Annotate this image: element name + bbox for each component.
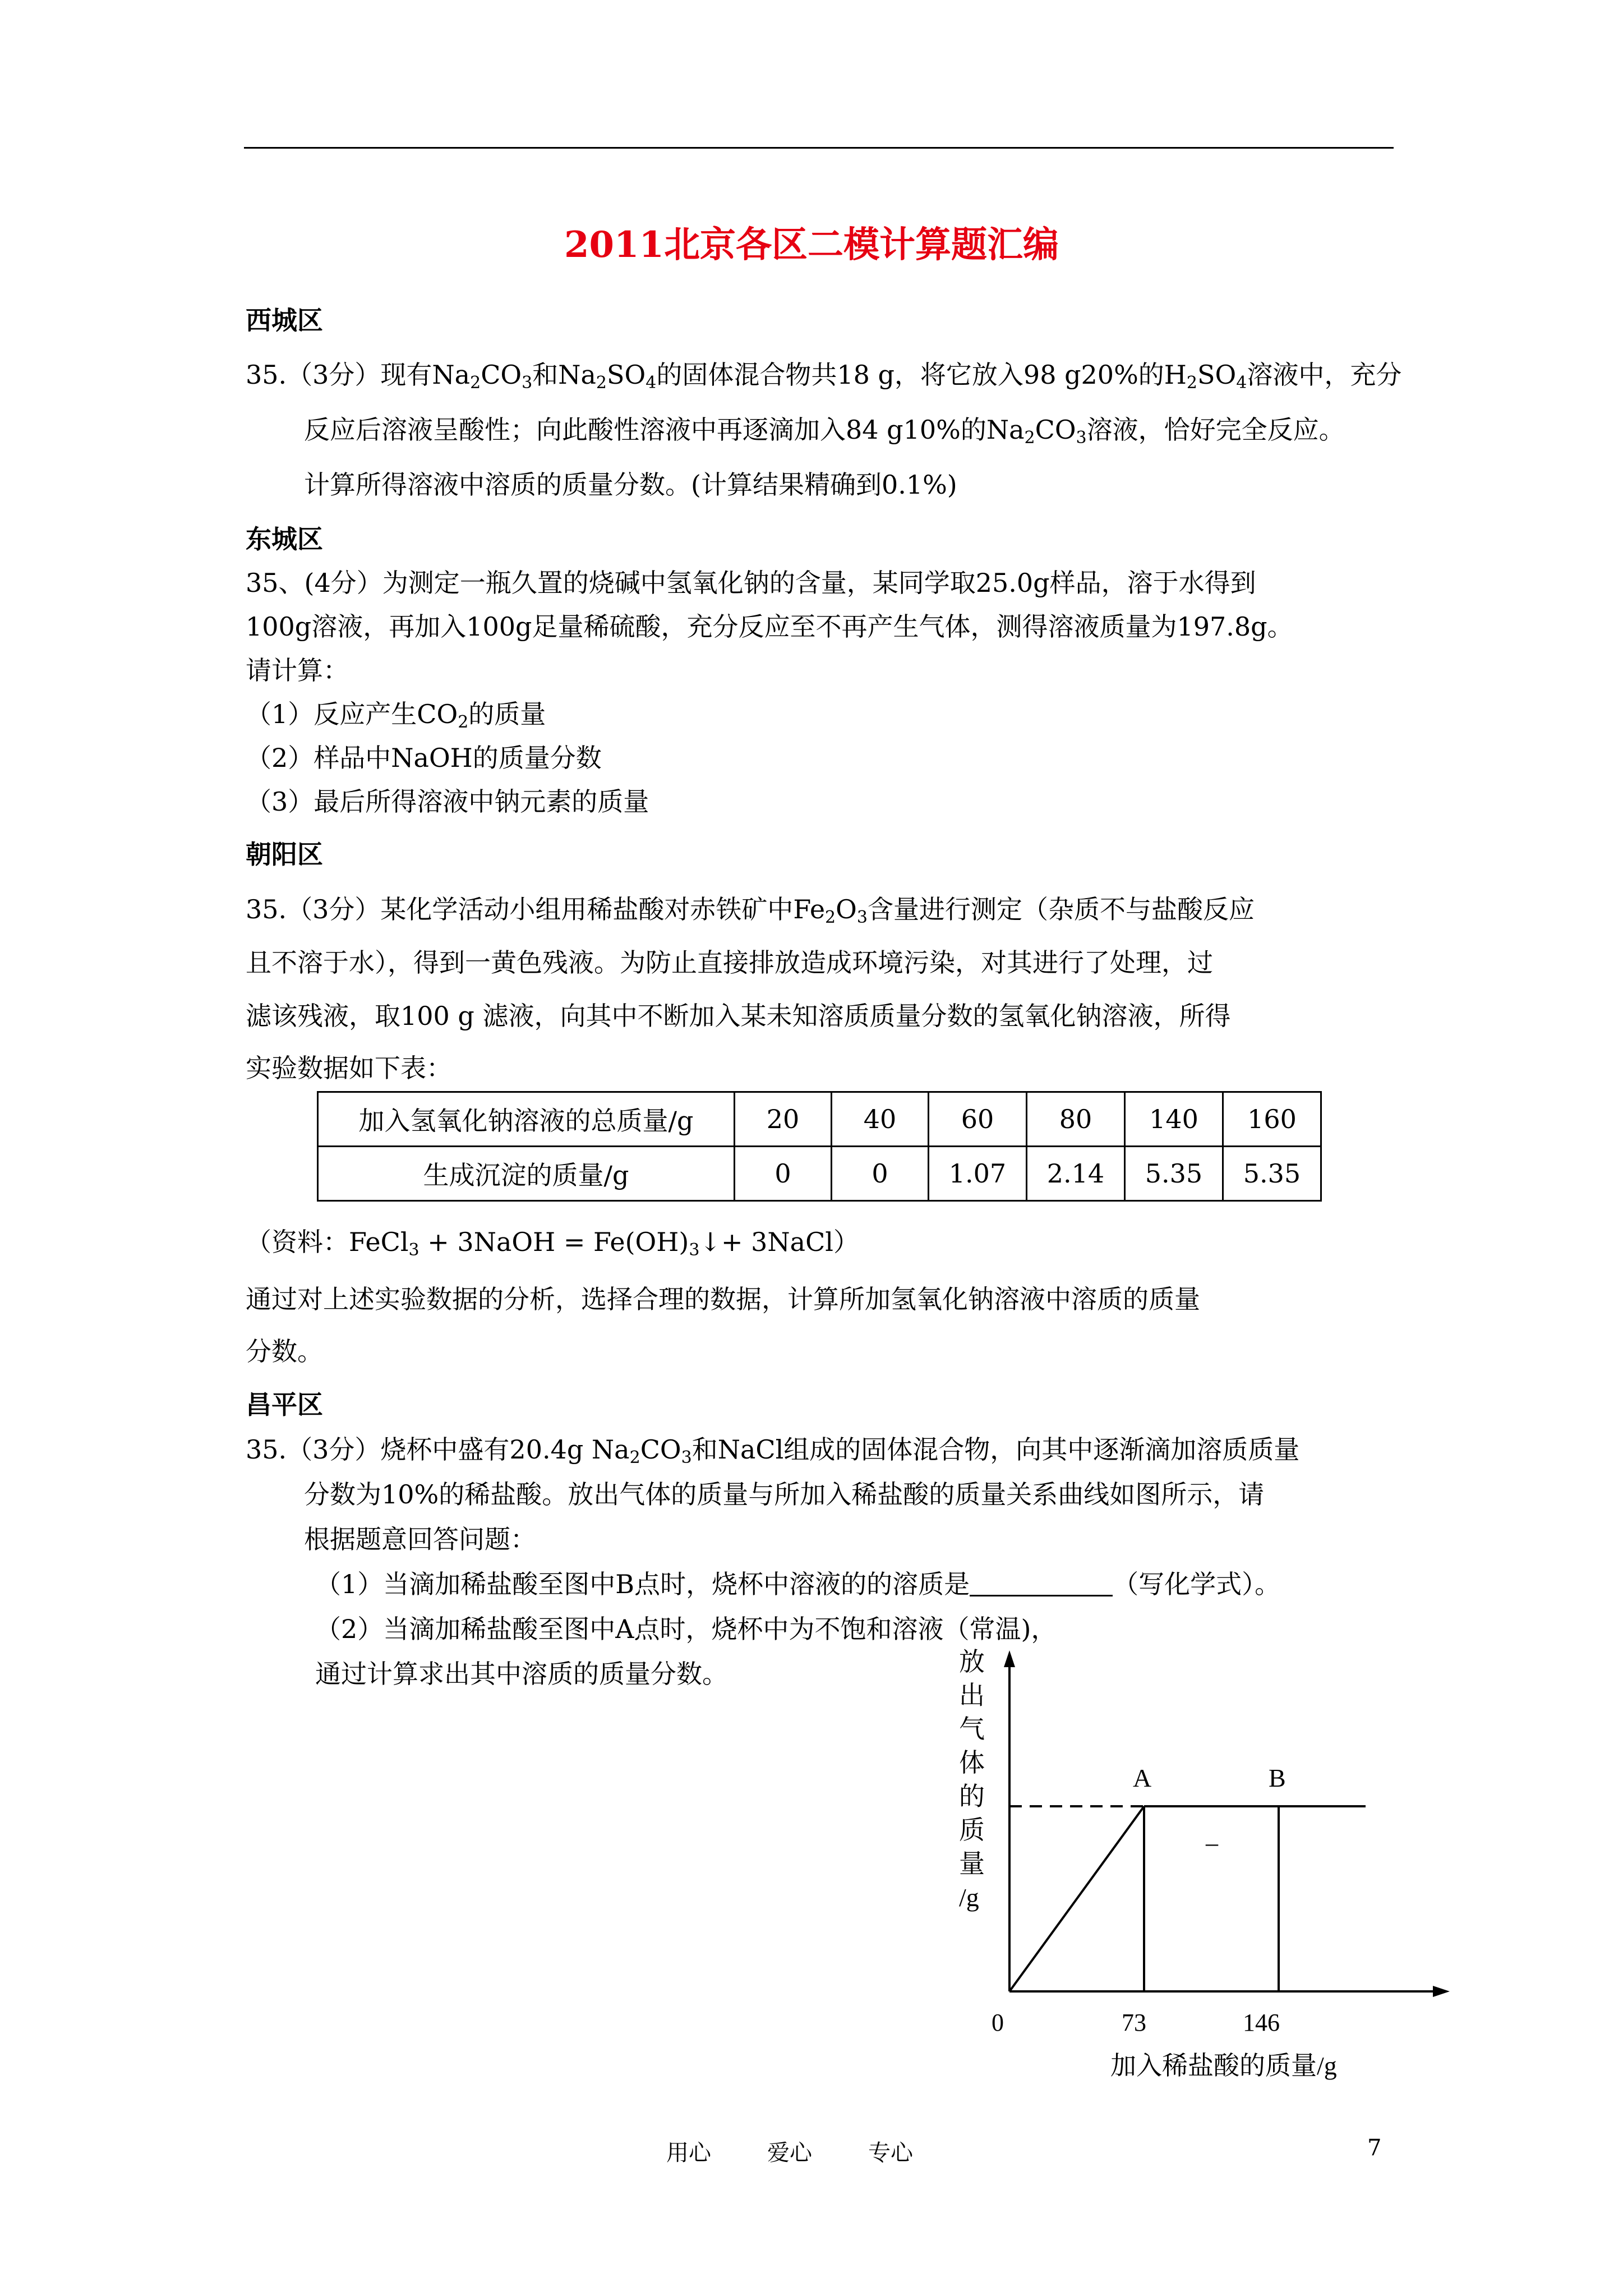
dongcheng-question-2: （2）样品中NaOH的质量分数	[246, 743, 602, 773]
y-axis-label-char: 体	[959, 1749, 985, 1777]
section-heading-xicheng: 西城区	[246, 305, 323, 335]
changping-question-2: （2）当滴加稀盐酸至图中A点时，烧杯中为不饱和溶液（常温)，	[315, 1614, 1057, 1644]
x-tick-label: 73	[1122, 2009, 1146, 2036]
table-cell: 80	[1027, 1092, 1125, 1147]
page-title: 2011北京各区二模计算题汇编	[564, 224, 1059, 266]
footer-motto-1: 用心	[666, 2140, 711, 2166]
y-axis-label-char: 出	[959, 1681, 985, 1710]
xicheng-line-1: 35.（3分）现有$Na_2CO_3$和$Na_2SO_4$的固体混合物共18 g，将它放入98 g20%的$H_2SO_4$溶液中，充分	[246, 360, 1402, 393]
chaoyang-line-1: 35.（3分）某化学活动小组用稀盐酸对赤铁矿中$Fe_2O_3$含量进行测定（杂质不与盐酸反应	[246, 894, 1255, 927]
table-row	[318, 1147, 1321, 1201]
header-rule	[244, 147, 1394, 149]
chaoyang-line-2: 且不溶于水），得到一黄色残液。为防止直接排放造成环境污染，对其进行了处理，过	[246, 947, 1213, 978]
table-row-label: 生成沉淀的质量/g	[318, 1147, 735, 1201]
changping-question-1: （1）当滴加稀盐酸至图中B点时，烧杯中溶液的的溶质是 （写化学式）。	[315, 1569, 1281, 1599]
y-axis-label-char: 放	[959, 1648, 985, 1676]
dongcheng-question-1: （1）反应产生$CO_2$的质量	[246, 699, 546, 732]
table-cell: 160	[1223, 1092, 1321, 1147]
origin-label: 0	[992, 2009, 1004, 2036]
table-cell: 20	[735, 1092, 832, 1147]
xicheng-line-3: 计算所得溶液中溶质的质量分数。(计算结果精确到0.1%)	[304, 470, 957, 500]
xicheng-line-2: 反应后溶液呈酸性；向此酸性溶液中再逐滴加入84 g10%的$Na_2CO_3$溶液，恰好完全反应。	[304, 415, 1345, 448]
chaoyang-reference-note: （资料：FeCl$_3$ + 3NaOH = $Fe(OH)_3↓+$ 3NaCl）	[246, 1227, 859, 1260]
table-cell: 40	[832, 1092, 929, 1147]
y-axis-label-char: /g	[959, 1883, 979, 1912]
changping-line-3: 根据题意回答问题：	[304, 1524, 536, 1554]
chart-marks	[1009, 1764, 1366, 2036]
gas-mass-chart	[920, 1644, 1464, 2109]
table-cell: 5.35	[1223, 1147, 1321, 1201]
x-tick-label: 146	[1243, 2009, 1280, 2036]
section-heading-changping: 昌平区	[246, 1389, 323, 1420]
dongcheng-line-3: 请计算：	[246, 655, 349, 685]
y-axis-label-char: 气	[959, 1715, 985, 1743]
point-label-b: B	[1269, 1764, 1286, 1792]
table-cell: 2.14	[1027, 1147, 1125, 1201]
series-line-rise	[1009, 1806, 1144, 1991]
chaoyang-line-6: 分数。	[246, 1336, 323, 1366]
y-axis-arrow	[1004, 1650, 1015, 1667]
chaoyang-line-3: 滤该残液，取100 g 滤液，向其中不断加入某未知溶质质量分数的氢氧化钠溶液，所得	[246, 1001, 1231, 1031]
page-number: 7	[1367, 2135, 1382, 2161]
table-cell: 0	[832, 1147, 929, 1201]
y-axis-label-char: 量	[959, 1849, 985, 1878]
table-cell: 5.35	[1125, 1147, 1223, 1201]
y-axis-label	[959, 1648, 985, 1912]
table-row	[318, 1092, 1321, 1147]
section-heading-chaoyang: 朝阳区	[246, 839, 323, 869]
experiment-data-table	[317, 1091, 1322, 1202]
answer-blank[interactable]	[970, 1572, 1113, 1596]
dongcheng-question-3: （3）最后所得溶液中钠元素的质量	[246, 786, 649, 817]
table-row-label: 加入氢氧化钠溶液的总质量/g	[318, 1092, 735, 1147]
y-axis-label-char: 质	[959, 1816, 985, 1844]
table-cell: 140	[1125, 1092, 1223, 1147]
x-axis-arrow	[1433, 1986, 1450, 1997]
point-label-a: A	[1133, 1764, 1152, 1792]
y-axis-label-char: 的	[959, 1782, 985, 1811]
changping-line-1: 35.（3分）烧杯中盛有20.4g $Na_2CO_3$和NaCl组成的固体混合物，向其中逐渐滴加溶质质量	[246, 1434, 1300, 1467]
changping-question-2-cont: 通过计算求出其中溶质的质量分数。	[315, 1659, 728, 1689]
table-cell: 60	[929, 1092, 1027, 1147]
footer-motto-3: 专心	[868, 2140, 913, 2166]
section-heading-dongcheng: 东城区	[246, 524, 323, 554]
footer-motto-2: 爱心	[767, 2140, 812, 2166]
table-cell: 0	[735, 1147, 832, 1201]
dongcheng-line-2: 100g溶液，再加入100g足量稀硫酸，充分反应至不再产生气体，测得溶液质量为197.8g。	[246, 611, 1293, 642]
x-axis-label: 加入稀盐酸的质量/g	[1110, 2051, 1337, 2080]
changping-line-2: 分数为10%的稀盐酸。放出气体的质量与所加入稀盐酸的质量关系曲线如图所示，请	[304, 1479, 1265, 1510]
dongcheng-line-1: 35、(4分）为测定一瓶久置的烧碱中氢氧化钠的含量，某同学取25.0g样品，溶于水得到	[246, 568, 1256, 598]
chart-mark: –	[1206, 1829, 1218, 1857]
chaoyang-line-4: 实验数据如下表：	[246, 1053, 452, 1083]
chaoyang-line-5: 通过对上述实验数据的分析，选择合理的数据，计算所加氢氧化钠溶液中溶质的质量	[246, 1284, 1200, 1314]
table-cell: 1.07	[929, 1147, 1027, 1201]
